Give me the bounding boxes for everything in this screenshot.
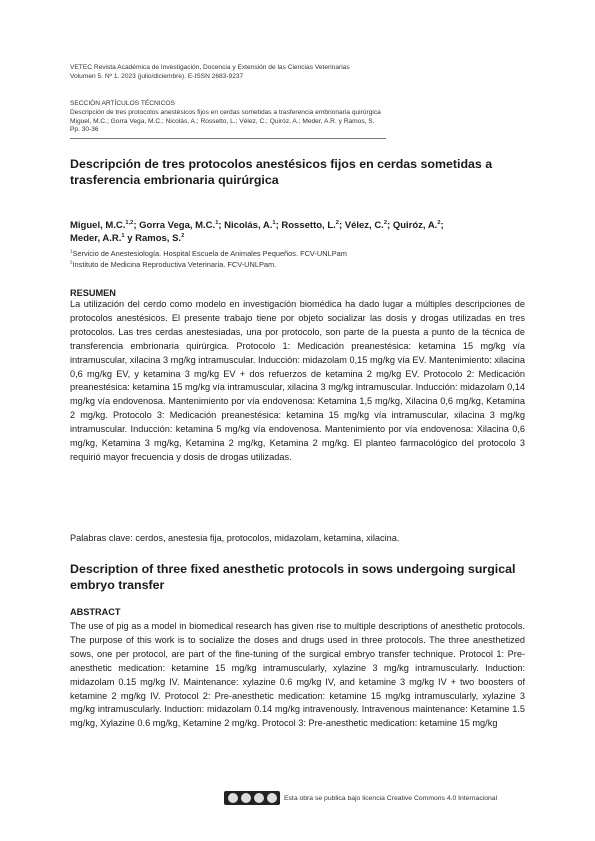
author-affiliation-sup: 2 xyxy=(383,219,387,226)
journal-name: VETEC Revista Académica de Investigación, Docencia y Extensión de las Ciencias Veterinarias xyxy=(70,64,350,71)
author-name: Miguel, M.C. xyxy=(70,220,126,231)
author-name: Ramos, S. xyxy=(135,233,182,244)
cc-nc-icon xyxy=(254,793,264,803)
author-name: Quiróz, A. xyxy=(392,220,438,231)
journal-volume: Volumen 5. Nº 1. 2023 (julio/diciembre). E-ISSN 2683-9237 xyxy=(70,72,244,80)
author-affiliation-sup: 1 xyxy=(272,219,276,226)
author-affiliation-sup: 1 xyxy=(121,232,125,239)
journal-header xyxy=(70,64,525,82)
author-list xyxy=(70,219,525,245)
resumen-text: La utilización del cerdo como modelo en investigación biomédica ha dado lugar a múltiples descripciones de protocolos anestésicos. El presente trabajo tiene por objeto socializar las dosis y drogas utilizadas en tres protocolos. Las tres cerdas anestesiadas, una por protocolo, son parte de la puesta a punto de la técnica de transferencia embrionaria quirúrgica. Protocolo 1: Medicación preanestésica: ketamina 15 mg/kg vía intramuscular, xilacina 3 mg/kg intramuscular. Inducción: midazolam 0,15 mg/kg vía EV. Mantenimiento: xilacina 0,6 mg/kg EV, y ketamina 3 mg/kg EV + dos refuerzos de ketamina 2 mg/kg EV. Protocolo 2: Medicación preanestésica: ketamina 15 mg/kg vía intramuscular, xilacina 3 mg/kg intramuscular. Inducción: midazolam 0,14 mg/kg vía endovenosa. Mantenimiento por vía endovenosa: Ketamina 1,5 mg/kg, Xilacina 0,6 mg/kg, Ketamina 2 mg/kg. Protocolo 3: Medicación preanestésica: ketamina 15 mg/kg vía intramuscular, xilacina 3 mg/kg intramuscular. Inducción: ketamina 5 mg/kg vía endovenosa. Mantenimiento por vía endovenosa: Xilacina 0,6 mg/kg, Ketamina 3 mg/kg, Ketamina 2 mg/kg, Ketamina 2 mg/kg. El planteo farmacológico del protocolo 3 requirió mayor frecuencia y dosis de drogas utilizadas. xyxy=(70,299,525,462)
header-divider xyxy=(70,138,386,139)
affiliation-1 xyxy=(70,249,525,259)
cc-by-icon xyxy=(241,793,251,803)
author-affiliation-sup: 1,2 xyxy=(125,219,134,226)
cc-logo-icon xyxy=(228,793,238,803)
section-label: SECCIÓN ARTÍCULOS TÉCNICOS xyxy=(70,100,175,107)
author-name: Vélez, C. xyxy=(344,220,384,231)
affiliation-1-sup: 1 xyxy=(70,248,73,254)
cc-sa-icon xyxy=(267,793,277,803)
author-separator: ; xyxy=(133,220,140,231)
author-affiliation-sup: 2 xyxy=(437,219,441,226)
author-affiliation-sup: 1 xyxy=(215,219,219,226)
keywords: Palabras clave: cerdos, anestesia fija, protocolos, midazolam, ketamina, xilacina. xyxy=(70,533,400,543)
creative-commons-icon[interactable] xyxy=(224,791,280,805)
license-footer xyxy=(224,790,497,806)
author-separator: y xyxy=(124,233,136,244)
title-english: Description of three fixed anesthetic protocols in sows undergoing surgical embryo transfer xyxy=(70,562,516,592)
author-name: Meder, A.R. xyxy=(70,233,122,244)
article-running-authors: Miguel, M.C.; Gorra Vega, M.C.; Nicolás, A.; Rossetto, L.; Vélez, C.; Quiróz, A.; Meder, A.R. y Ramos, S. xyxy=(70,117,375,125)
abstract-text: The use of pig as a model in biomedical research has given rise to multiple descriptions of anesthetic protocols. The purpose of this work is to socialize the doses and drugs used in three protocols. The three anesthetized sows, one per protocol, are part of the fine-tuning of the surgical embryo transfer technique. Protocol 1: Pre-anesthetic medication: ketamine 15 mg/kg intramuscularly, xylazine 3 mg/kg intramuscularly. Induction: midazolam 0.15 mg/kg IV. Maintenance: xylazine 0.6 mg/kg IV, and ketamine 3 mg/kg IV + two boosters of ketamine 2 mg/kg IV. Protocol 2: Pre-anesthetic medication: ketamine 15 mg/kg intramuscularly, xylazine 3 mg/kg intramuscularly. Induction: midazolam 0.14 mg/kg intravenously. Intravenous maintenance: Ketamine 1.5 mg/kg, Xylazine 0.6 mg/kg, Ketamine 2 mg/kg. Protocol 3: Pre-anesthetic medication: ketamine 15 mg/kg xyxy=(70,621,525,729)
author-separator: ; xyxy=(275,220,282,231)
author-name: Nicolás, A. xyxy=(224,220,273,231)
affiliation-1-text: Servicio de Anestesiología. Hospital Escuela de Animales Pequeños. FCV-UNLPam xyxy=(72,249,347,258)
author-affiliation-sup: 2 xyxy=(335,219,339,226)
resumen-heading: RESUMEN xyxy=(70,288,116,298)
author-separator: ; xyxy=(338,220,345,231)
author-separator: ; xyxy=(218,220,225,231)
author-separator: ; xyxy=(387,220,393,231)
affiliation-2-text: Instituto de Medicina Reproductiva Veterinaria. FCV-UNLPam. xyxy=(72,260,277,269)
author-affiliation-sup: 2 xyxy=(181,232,185,239)
article-pages: Pp. 30-36 xyxy=(70,126,99,134)
article-running-title: Descripción de tres protocolos anestésicos fijos en cerdas sometidas a trasferencia embrionaria quirúrgica xyxy=(70,108,381,116)
abstract-heading: ABSTRACT xyxy=(70,607,121,617)
title-spanish: Descripción de tres protocolos anestésicos fijos en cerdas sometidas a trasferencia embrionaria quirúrgica xyxy=(70,157,493,187)
author-separator: ; xyxy=(440,220,444,231)
article-header xyxy=(70,100,525,135)
license-text: Esta obra se publica bajo licencia Creative Commons 4.0 Internacional xyxy=(284,794,498,802)
affiliation-2-sup: 2 xyxy=(70,259,73,265)
author-name: Rossetto, L. xyxy=(281,220,336,231)
affiliation-2 xyxy=(70,260,525,270)
author-name: Gorra Vega, M.C. xyxy=(139,220,216,231)
